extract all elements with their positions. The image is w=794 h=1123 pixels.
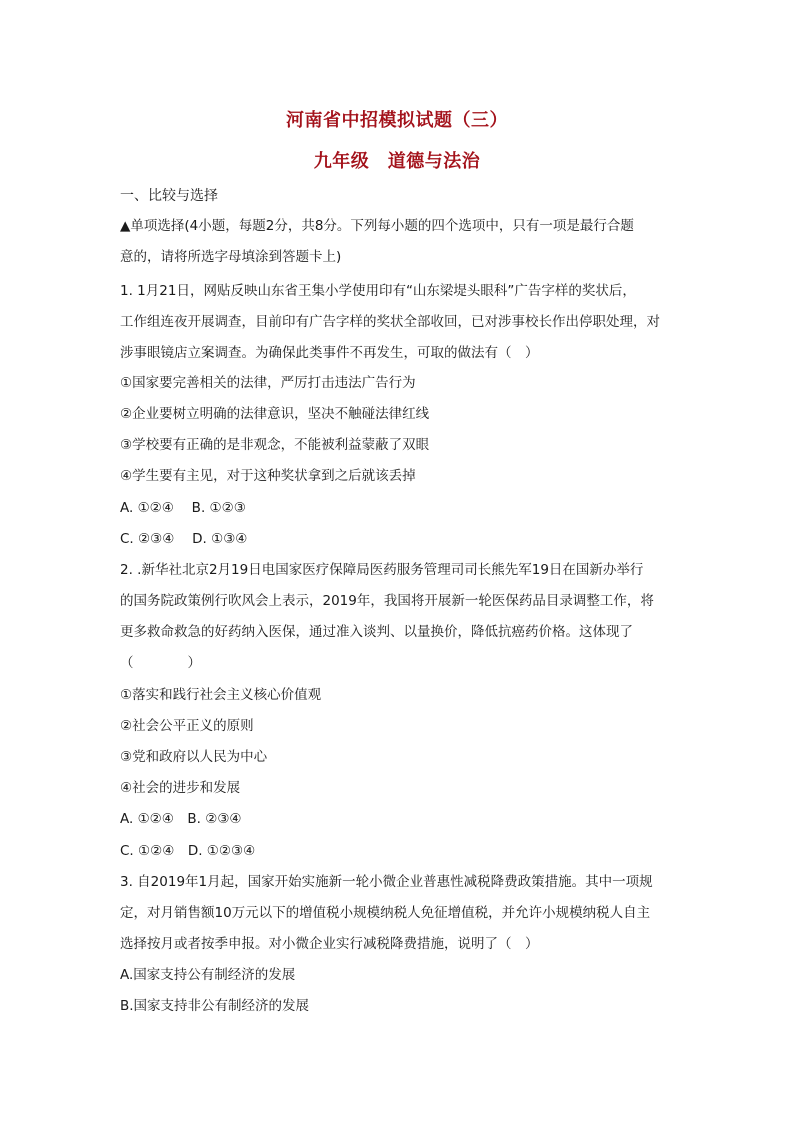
question-1-options: A. ①②④ B. ①②③	[120, 500, 246, 516]
section-heading: 一、比较与选择	[120, 188, 218, 204]
question-2-statement: ②社会公平正义的原则	[120, 718, 254, 734]
question-2-stem: 更多救命救急的好药纳入医保，通过准入谈判、以量换价，降低抗癌药价格。这体现了	[120, 624, 633, 640]
question-2-statement: ①落实和践行社会主义核心价值观	[120, 687, 322, 703]
question-3-option: B.国家支持非公有制经济的发展	[120, 998, 310, 1014]
question-3-stem: 定，对月销售额10万元以下的增值税小规模纳税人免征增值税，并允许小规模纳税人自主	[120, 905, 651, 921]
question-1-statement: ④学生要有主见，对于这种奖状拿到之后就该丢掉	[120, 468, 416, 484]
question-3-stem: 3. 自2019年1月起，国家开始实施新一轮小微企业普惠性减税降费政策措施。其中一项规	[120, 874, 653, 890]
page-title: 河南省中招模拟试题（三）	[286, 110, 508, 131]
instruction-line: ▲单项选择(4小题，每题2分，共8分。下列每小题的四个选项中，只有一项是最行合题	[120, 218, 634, 234]
question-2-stem: （ ）	[120, 655, 201, 671]
instruction-line: 意的，请将所选字母填涂到答题卡上)	[120, 249, 342, 265]
question-1-statement: ①国家要完善相关的法律，严厉打击违法广告行为	[120, 375, 416, 391]
question-2-stem: 的国务院政策例行吹风会上表示，2019年，我国将开展新一轮医保药品目录调整工作，将	[120, 593, 654, 609]
question-3-option: A.国家支持公有制经济的发展	[120, 967, 296, 983]
question-1-stem: 工作组连夜开展调查，目前印有广告字样的奖状全部收回，已对涉事校长作出停职处理，对	[120, 314, 660, 330]
question-3-stem: 选择按月或者按季申报。对小微企业实行减税降费措施，说明了（ ）	[120, 936, 539, 952]
page-subtitle: 九年级 道德与法治	[313, 151, 481, 172]
question-1-stem: 1. 1月21日，网贴反映山东省王集小学使用印有“山东梁堤头眼科”广告字样的奖状后，	[120, 283, 636, 299]
question-2-statement: ③党和政府以人民为中心	[120, 749, 268, 765]
question-1-statement: ③学校要有正确的是非观念，不能被利益蒙蔽了双眼	[120, 437, 430, 453]
question-2-options: A. ①②④ B. ②③④	[120, 811, 242, 827]
question-1-options: C. ②③④ D. ①③④	[120, 531, 248, 547]
question-2-statement: ④社会的进步和发展	[120, 780, 241, 796]
question-1-stem: 涉事眼镜店立案调查。为确保此类事件不再发生，可取的做法有（ ）	[120, 345, 539, 361]
question-1-statement: ②企业要树立明确的法律意识，坚决不触碰法律红线	[120, 406, 430, 422]
question-2-options: C. ①②④ D. ①②③④	[120, 843, 256, 859]
question-2-stem: 2. .新华社北京2月19日电国家医疗保障局医药服务管理司司长熊先军19日在国新办举行	[120, 562, 644, 578]
